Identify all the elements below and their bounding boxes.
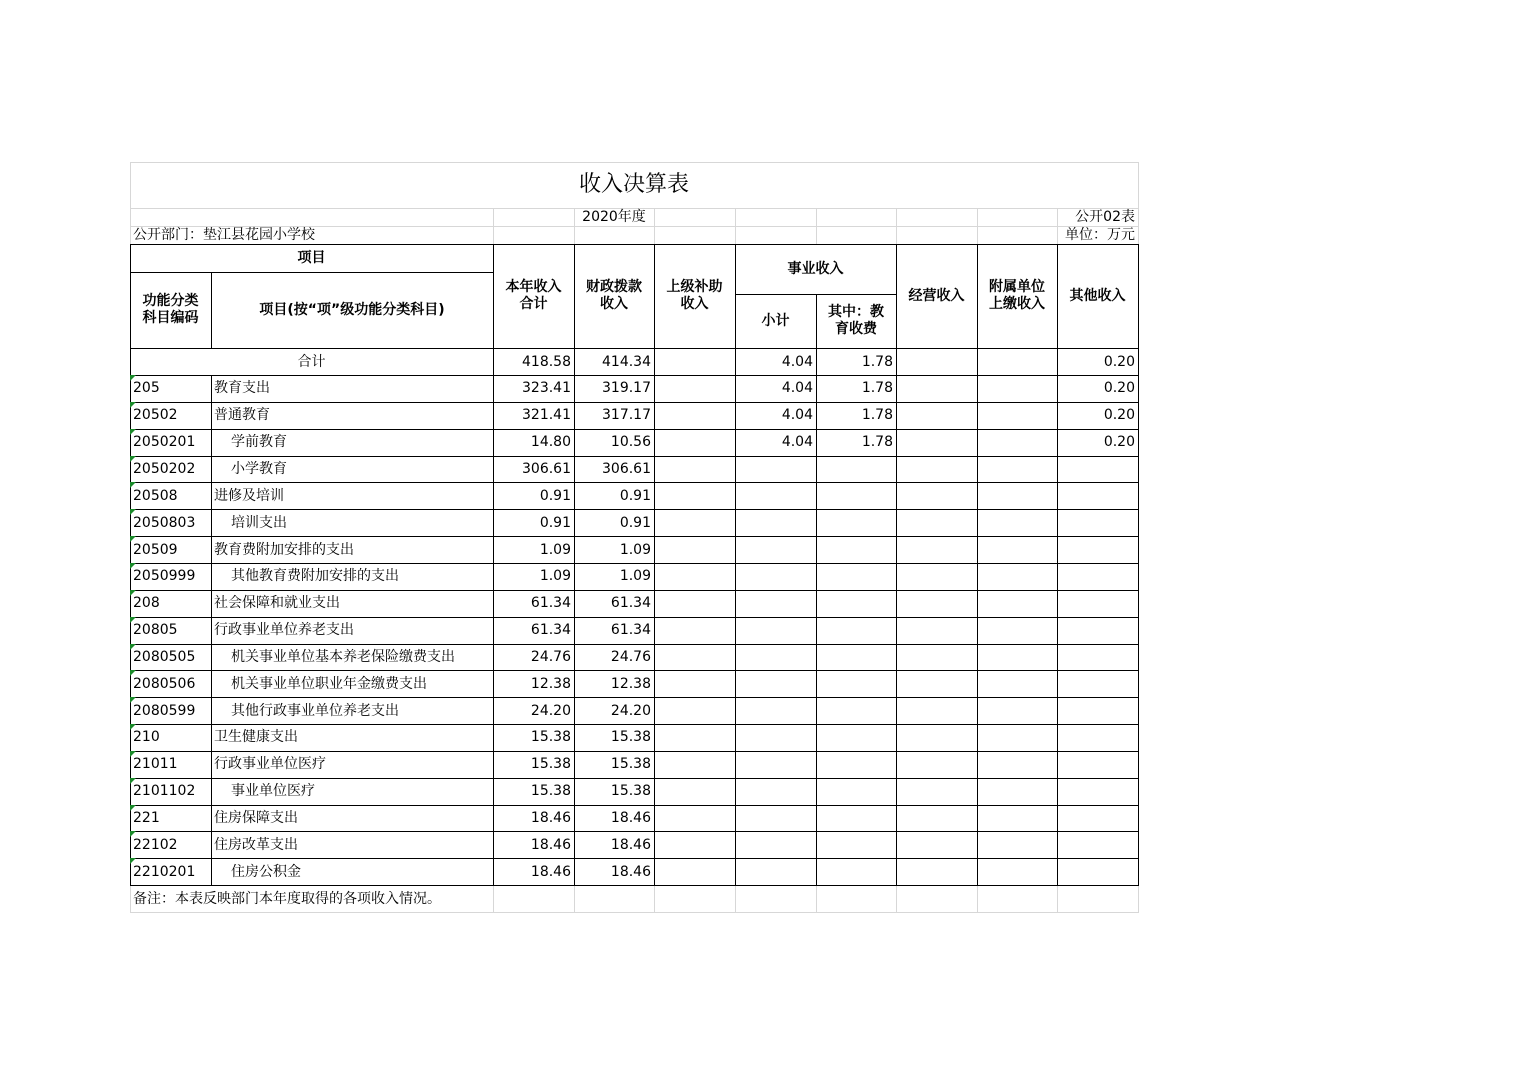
row-value-cell — [1057, 805, 1138, 832]
header-subtotal: 小计 — [761, 313, 790, 329]
total-value-cell: 418.58 — [522, 353, 571, 370]
footnote: 备注：本表反映部门本年度取得的各项收入情况。 — [133, 890, 441, 907]
row-value-cell — [977, 375, 1057, 402]
cell-marker — [130, 617, 136, 623]
row-value-cell: 18.46 — [610, 836, 651, 853]
table-row — [130, 670, 1138, 697]
row-value-cell: 0.91 — [619, 487, 651, 504]
table-row — [130, 805, 1138, 832]
table-row — [130, 751, 1138, 778]
cell-marker — [130, 429, 136, 435]
table-row — [130, 831, 1138, 858]
table-row — [130, 456, 1138, 483]
row-value-cell — [1057, 670, 1138, 697]
row-value-cell — [1057, 778, 1138, 805]
row-value-cell — [1057, 590, 1138, 617]
cell-marker — [130, 697, 136, 703]
row-value-cell — [816, 831, 896, 858]
row-value-cell: 18.46 — [530, 810, 571, 827]
row-value-cell: 18.46 — [610, 810, 651, 827]
row-value-cell — [977, 778, 1057, 805]
row-value-cell: 15.38 — [530, 783, 571, 800]
total-value-cell — [977, 348, 1057, 375]
row-value-cell — [896, 644, 977, 671]
cell-marker — [130, 831, 136, 837]
cell-marker — [130, 805, 136, 811]
grid-line — [896, 885, 897, 912]
row-value-cell: 61.34 — [610, 622, 651, 639]
row-value-cell — [735, 751, 816, 778]
row-value-cell — [654, 644, 735, 671]
row-value-cell — [654, 429, 735, 456]
row-value-cell — [896, 751, 977, 778]
table-row — [130, 482, 1138, 509]
row-value-cell — [977, 697, 1057, 724]
row-code: 2050202 — [133, 460, 196, 477]
grid-line — [735, 208, 736, 244]
grid-line — [735, 885, 736, 912]
row-name: 行政事业单位养老支出 — [214, 622, 354, 639]
row-code: 20508 — [133, 487, 178, 504]
row-value-cell — [977, 751, 1057, 778]
row-value-cell — [654, 751, 735, 778]
row-value-cell: 0.20 — [1103, 380, 1135, 397]
grid-line — [1057, 885, 1058, 912]
row-value-cell: 317.17 — [602, 407, 651, 424]
cell-marker — [130, 644, 136, 650]
row-value-cell — [977, 590, 1057, 617]
row-value-cell — [735, 644, 816, 671]
row-name: 其他教育费附加安排的支出 — [231, 568, 399, 585]
row-value-cell: 306.61 — [522, 460, 571, 477]
row-name: 教育支出 — [214, 380, 270, 397]
row-value-cell — [977, 429, 1057, 456]
table-row — [130, 697, 1138, 724]
row-value-cell — [816, 644, 896, 671]
row-value-cell — [654, 375, 735, 402]
row-value-cell: 18.46 — [610, 863, 651, 880]
row-value-cell: 0.20 — [1103, 407, 1135, 424]
grid-line — [130, 912, 1139, 913]
header-code: 功能分类科目编码 — [142, 293, 199, 326]
grid-line — [654, 208, 655, 244]
row-value-cell — [896, 429, 977, 456]
row-name: 小学教育 — [231, 460, 287, 477]
row-code: 20509 — [133, 541, 178, 558]
header-fiscal: 财政拨款收入 — [586, 279, 642, 312]
grid-line — [1138, 162, 1139, 244]
row-value-cell — [654, 724, 735, 751]
row-value-cell — [977, 644, 1057, 671]
header-operating: 经营收入 — [908, 288, 965, 304]
row-value-cell: 4.04 — [781, 434, 813, 451]
row-value-cell — [1057, 858, 1138, 885]
cell-marker — [130, 456, 136, 462]
table-row — [130, 858, 1138, 885]
grid-line — [896, 208, 897, 244]
row-value-cell — [977, 724, 1057, 751]
table-row — [130, 644, 1138, 671]
row-value-cell — [896, 697, 977, 724]
row-value-cell — [816, 617, 896, 644]
header-name: 项目(按“项”级功能分类科目) — [259, 302, 445, 318]
total-value-cell: 1.78 — [861, 353, 893, 370]
row-value-cell — [654, 697, 735, 724]
row-value-cell: 24.76 — [530, 648, 571, 665]
grid-line — [1138, 244, 1139, 885]
row-code: 208 — [133, 595, 160, 612]
table-row — [130, 402, 1138, 429]
row-value-cell — [816, 563, 896, 590]
cell-marker — [130, 482, 136, 488]
total-value-cell: 0.20 — [1103, 353, 1135, 370]
row-value-cell — [654, 590, 735, 617]
row-value-cell — [735, 563, 816, 590]
header-affiliated: 附属单位上缴收入 — [989, 279, 1045, 312]
form-number: 公开02表 — [1075, 209, 1135, 225]
row-code: 20502 — [133, 407, 178, 424]
grid-line — [574, 885, 575, 912]
row-value-cell — [816, 536, 896, 563]
row-value-cell — [654, 563, 735, 590]
table-row — [130, 429, 1138, 456]
row-value-cell: 14.80 — [530, 434, 571, 451]
row-value-cell — [816, 724, 896, 751]
cell-marker — [130, 778, 136, 784]
total-value-cell — [896, 348, 977, 375]
row-value-cell — [816, 858, 896, 885]
row-name: 其他行政事业单位养老支出 — [231, 702, 399, 719]
cell-marker — [130, 724, 136, 730]
row-value-cell: 18.46 — [530, 836, 571, 853]
row-value-cell: 319.17 — [602, 380, 651, 397]
row-value-cell — [1057, 751, 1138, 778]
row-value-cell — [654, 482, 735, 509]
row-value-cell — [816, 751, 896, 778]
total-row-label: 合计 — [297, 353, 326, 370]
row-value-cell: 61.34 — [610, 595, 651, 612]
row-value-cell — [977, 482, 1057, 509]
row-value-cell — [816, 778, 896, 805]
row-value-cell — [816, 590, 896, 617]
row-value-cell — [896, 831, 977, 858]
row-value-cell — [654, 805, 735, 832]
row-value-cell: 306.61 — [602, 460, 651, 477]
row-code: 20805 — [133, 622, 178, 639]
grid-line — [1138, 885, 1139, 912]
row-value-cell — [735, 536, 816, 563]
row-value-cell — [896, 375, 977, 402]
row-value-cell — [735, 456, 816, 483]
total-value-cell: 414.34 — [602, 353, 651, 370]
row-value-cell — [977, 456, 1057, 483]
row-value-cell — [896, 536, 977, 563]
cell-marker — [130, 402, 136, 408]
header-business: 事业收入 — [787, 261, 844, 277]
row-value-cell: 24.20 — [610, 702, 651, 719]
row-value-cell — [1057, 644, 1138, 671]
table-row — [130, 590, 1138, 617]
row-code: 210 — [133, 729, 160, 746]
row-value-cell — [1057, 617, 1138, 644]
row-value-cell — [816, 456, 896, 483]
cell-marker — [130, 858, 136, 864]
row-value-cell: 1.09 — [619, 541, 651, 558]
row-code: 2050803 — [133, 514, 196, 531]
grid-line — [816, 885, 817, 912]
row-name: 卫生健康支出 — [214, 729, 298, 746]
cell-marker — [130, 375, 136, 381]
cell-marker — [130, 590, 136, 596]
row-value-cell — [977, 805, 1057, 832]
grid-line — [654, 885, 655, 912]
row-value-cell: 0.20 — [1103, 434, 1135, 451]
row-value-cell — [896, 482, 977, 509]
row-value-cell — [977, 858, 1057, 885]
table-row — [130, 724, 1138, 751]
row-value-cell — [735, 617, 816, 644]
row-value-cell — [977, 402, 1057, 429]
row-value-cell — [654, 858, 735, 885]
row-value-cell: 15.38 — [610, 783, 651, 800]
row-code: 2050999 — [133, 568, 196, 585]
row-code: 205 — [133, 380, 160, 397]
row-value-cell — [1057, 536, 1138, 563]
row-value-cell — [896, 456, 977, 483]
cell-marker — [130, 563, 136, 569]
row-value-cell: 15.38 — [530, 756, 571, 773]
row-value-cell: 0.91 — [539, 514, 571, 531]
row-name: 普通教育 — [214, 407, 270, 424]
row-code: 221 — [133, 810, 160, 827]
row-value-cell — [735, 697, 816, 724]
row-value-cell — [654, 536, 735, 563]
row-name: 培训支出 — [231, 514, 287, 531]
row-name: 住房公积金 — [231, 863, 301, 880]
header-edu-fee: 其中：教育收费 — [828, 304, 884, 337]
header-item: 项目 — [297, 250, 326, 266]
row-value-cell: 4.04 — [781, 407, 813, 424]
row-value-cell — [1057, 482, 1138, 509]
row-name: 社会保障和就业支出 — [214, 595, 340, 612]
row-value-cell: 1.78 — [861, 434, 893, 451]
row-value-cell — [816, 805, 896, 832]
row-value-cell — [977, 617, 1057, 644]
table-row — [130, 778, 1138, 805]
row-value-cell — [1057, 724, 1138, 751]
row-value-cell — [735, 482, 816, 509]
row-value-cell: 321.41 — [522, 407, 571, 424]
row-value-cell — [977, 670, 1057, 697]
row-value-cell — [1057, 831, 1138, 858]
row-value-cell — [896, 670, 977, 697]
row-value-cell — [896, 563, 977, 590]
row-value-cell — [896, 858, 977, 885]
row-value-cell — [735, 858, 816, 885]
cell-marker — [130, 509, 136, 515]
table-row — [130, 563, 1138, 590]
row-name: 机关事业单位职业年金缴费支出 — [231, 675, 427, 692]
row-code: 2050201 — [133, 434, 196, 451]
row-value-cell: 12.38 — [530, 675, 571, 692]
row-value-cell — [977, 509, 1057, 536]
row-value-cell: 323.41 — [522, 380, 571, 397]
row-value-cell — [654, 617, 735, 644]
row-name: 机关事业单位基本养老保险缴费支出 — [231, 648, 455, 665]
row-code: 2210201 — [133, 863, 196, 880]
row-value-cell — [1057, 509, 1138, 536]
row-value-cell — [654, 456, 735, 483]
row-value-cell: 12.38 — [610, 675, 651, 692]
row-value-cell: 1.78 — [861, 407, 893, 424]
unit-label: 单位：万元 — [1065, 227, 1135, 243]
row-value-cell: 15.38 — [610, 729, 651, 746]
row-code: 22102 — [133, 836, 178, 853]
row-value-cell: 1.09 — [619, 568, 651, 585]
row-value-cell — [977, 831, 1057, 858]
header-total: 本年收入合计 — [505, 279, 562, 312]
table-row — [130, 617, 1138, 644]
grid-line — [493, 208, 494, 244]
row-value-cell — [654, 778, 735, 805]
row-value-cell — [977, 563, 1057, 590]
grid-line — [977, 885, 978, 912]
row-code: 21011 — [133, 756, 178, 773]
row-value-cell: 1.09 — [539, 568, 571, 585]
row-value-cell — [654, 831, 735, 858]
row-name: 行政事业单位医疗 — [214, 756, 326, 773]
row-value-cell — [896, 402, 977, 429]
row-value-cell — [1057, 563, 1138, 590]
row-value-cell — [896, 805, 977, 832]
row-value-cell: 1.78 — [861, 380, 893, 397]
income-final-account-sheet — [130, 162, 1138, 912]
row-value-cell — [1057, 456, 1138, 483]
row-value-cell — [654, 509, 735, 536]
grid-line — [816, 208, 817, 244]
row-value-cell — [735, 778, 816, 805]
row-name: 住房保障支出 — [214, 810, 298, 827]
row-value-cell — [735, 670, 816, 697]
row-value-cell — [816, 509, 896, 536]
row-value-cell — [896, 778, 977, 805]
row-name: 进修及培训 — [214, 487, 284, 504]
row-value-cell: 1.09 — [539, 541, 571, 558]
row-value-cell: 15.38 — [610, 756, 651, 773]
row-value-cell — [816, 482, 896, 509]
fiscal-year: 2020年度 — [582, 209, 646, 225]
row-name: 教育费附加安排的支出 — [214, 541, 354, 558]
header-superior: 上级补助收入 — [666, 279, 723, 312]
row-name: 学前教育 — [231, 434, 287, 451]
row-code: 2101102 — [133, 783, 196, 800]
page-title: 收入决算表 — [578, 172, 689, 197]
row-value-cell — [654, 670, 735, 697]
table-row — [130, 509, 1138, 536]
row-value-cell — [977, 536, 1057, 563]
row-value-cell — [735, 724, 816, 751]
row-value-cell — [896, 617, 977, 644]
department-label: 公开部门：垫江县花园小学校 — [133, 227, 315, 243]
cell-marker — [130, 536, 136, 542]
row-value-cell: 61.34 — [530, 622, 571, 639]
row-value-cell — [896, 590, 977, 617]
row-value-cell — [1057, 697, 1138, 724]
total-value-cell: 4.04 — [781, 353, 813, 370]
row-value-cell: 24.20 — [530, 702, 571, 719]
row-code: 2080599 — [133, 702, 196, 719]
total-value-cell — [654, 348, 735, 375]
row-value-cell: 4.04 — [781, 380, 813, 397]
row-value-cell — [735, 805, 816, 832]
row-value-cell: 61.34 — [530, 595, 571, 612]
row-value-cell — [896, 724, 977, 751]
row-value-cell: 0.91 — [539, 487, 571, 504]
row-value-cell — [735, 831, 816, 858]
row-value-cell — [654, 402, 735, 429]
cell-marker — [130, 751, 136, 757]
row-value-cell — [735, 509, 816, 536]
row-value-cell — [816, 697, 896, 724]
row-value-cell — [816, 670, 896, 697]
table-row — [130, 375, 1138, 402]
row-name: 住房改革支出 — [214, 836, 298, 853]
row-value-cell: 24.76 — [610, 648, 651, 665]
row-code: 2080505 — [133, 648, 196, 665]
table-row — [130, 536, 1138, 563]
row-value-cell: 18.46 — [530, 863, 571, 880]
row-value-cell — [735, 590, 816, 617]
row-name: 事业单位医疗 — [231, 783, 315, 800]
row-code: 2080506 — [133, 675, 196, 692]
cell-marker — [130, 670, 136, 676]
header-other: 其他收入 — [1069, 288, 1126, 304]
row-value-cell: 15.38 — [530, 729, 571, 746]
row-value-cell: 0.91 — [619, 514, 651, 531]
row-value-cell — [896, 509, 977, 536]
row-value-cell: 10.56 — [610, 434, 651, 451]
